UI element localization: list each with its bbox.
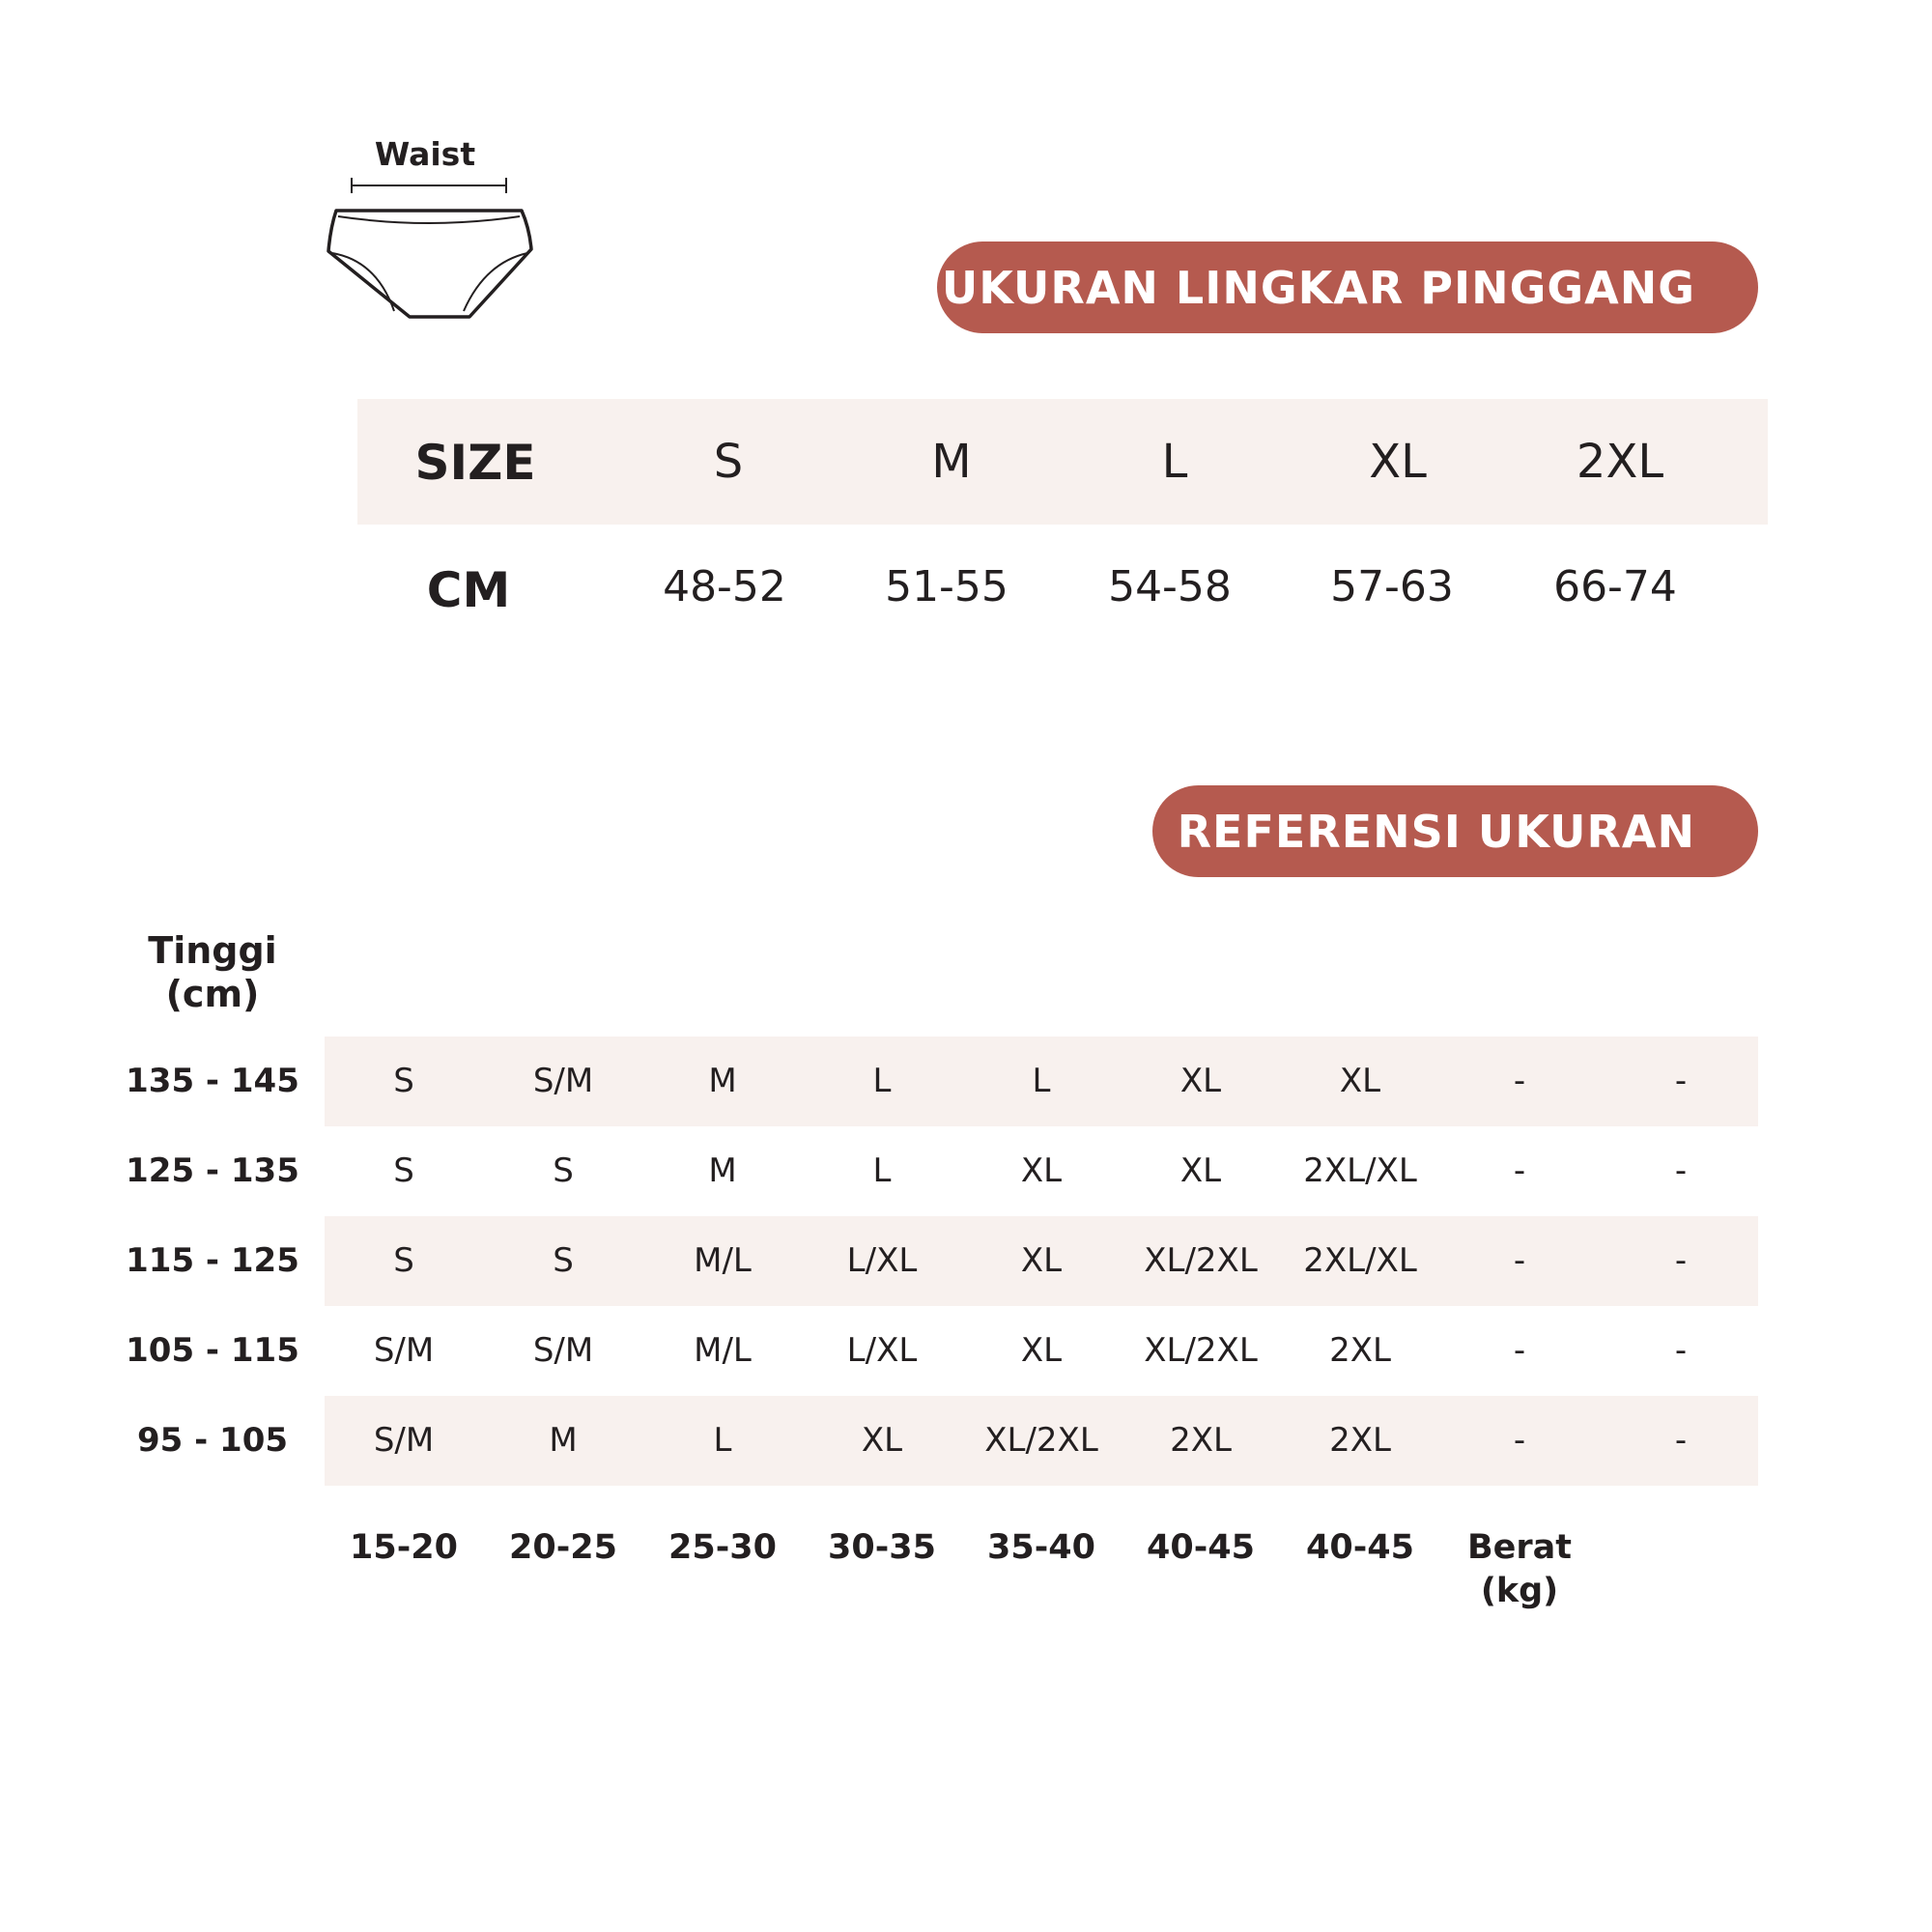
height-range-label: 125 - 135 [126,1151,299,1190]
height-range-label: 95 - 105 [136,1421,289,1460]
cm-row-label: CM [426,562,511,618]
reference-size-cell: 2XL [1329,1421,1391,1460]
reference-size-cell: - [1513,1421,1526,1460]
reference-size-cell: XL [1020,1241,1063,1280]
size-xl: XL [1369,435,1427,489]
weight-range-label: 25-30 [668,1528,777,1567]
height-range-label: 115 - 125 [126,1241,299,1280]
reference-size-cell: - [1513,1331,1526,1370]
cm-value-xl: 57-63 [1330,562,1454,611]
size-reference-title [1152,785,1758,877]
reference-size-cell: M/L [694,1241,752,1280]
reference-size-cell: S [393,1062,414,1100]
reference-size-cell: - [1513,1062,1526,1100]
size-header-band [357,399,1768,525]
reference-size-cell: M [549,1421,578,1460]
reference-size-cell: XL [1179,1151,1222,1190]
weight-range-label: 35-40 [987,1528,1095,1567]
reference-size-cell: S/M [532,1062,594,1100]
reference-size-cell: M/L [694,1331,752,1370]
height-axis-label [116,929,309,1016]
weight-range-label: 15-20 [350,1528,458,1567]
weight-range-label: 30-35 [828,1528,936,1567]
waist-label: Waist [374,135,476,173]
waist-size-title [937,242,1758,333]
reference-size-cell: S/M [532,1331,594,1370]
reference-size-cell: XL/2XL [984,1421,1098,1460]
reference-size-cell: - [1674,1421,1688,1460]
reference-size-cell: XL/2XL [1144,1241,1258,1280]
cm-value-s: 48-52 [663,562,786,611]
size-row-label: SIZE [414,435,536,491]
reference-size-cell: L/XL [846,1241,918,1280]
reference-size-cell: S [553,1241,574,1280]
reference-size-cell: L [713,1421,732,1460]
reference-size-cell: L/XL [846,1331,918,1370]
reference-size-cell: 2XL/XL [1303,1151,1417,1190]
size-reference-title-text: REFERENSI UKURAN [1177,805,1695,858]
size-l: L [1161,435,1188,489]
size-s: S [713,435,744,489]
reference-size-cell: XL/2XL [1144,1331,1258,1370]
reference-size-cell: L [1032,1062,1051,1100]
weight-label-line1: Berat [1466,1528,1573,1567]
cm-value-2xl: 66-74 [1553,562,1677,611]
reference-size-cell: 2XL [1170,1421,1232,1460]
weight-axis-label [1437,1526,1602,1613]
height-range-label: 135 - 145 [126,1062,299,1100]
reference-size-cell: XL [1339,1062,1381,1100]
reference-size-cell: - [1674,1151,1688,1190]
reference-size-cell: 2XL/XL [1303,1241,1417,1280]
reference-size-cell: XL [1020,1331,1063,1370]
reference-size-cell: L [872,1151,892,1190]
reference-size-cell: M [708,1062,737,1100]
height-label-line2: (cm) [165,973,260,1015]
size-2xl: 2XL [1576,435,1664,489]
weight-range-label: 40-45 [1306,1528,1414,1567]
waist-size-title-text: UKURAN LINGKAR PINGGANG [941,261,1695,314]
reference-size-cell: S/M [373,1331,435,1370]
reference-size-cell: XL [861,1421,903,1460]
reference-size-cell: M [708,1151,737,1190]
reference-size-cell: - [1674,1241,1688,1280]
reference-size-cell: S [553,1151,574,1190]
reference-size-cell: XL [1179,1062,1222,1100]
weight-range-label: 40-45 [1147,1528,1255,1567]
reference-size-cell: - [1513,1151,1526,1190]
height-label-line1: Tinggi [148,929,277,972]
reference-size-cell: S/M [373,1421,435,1460]
reference-size-cell: S [393,1151,414,1190]
reference-size-cell: 2XL [1329,1331,1391,1370]
reference-size-cell: - [1513,1241,1526,1280]
reference-size-cell: - [1674,1331,1688,1370]
reference-size-cell: XL [1020,1151,1063,1190]
waist-illustration [319,135,541,338]
reference-size-cell: S [393,1241,414,1280]
cm-value-l: 54-58 [1108,562,1232,611]
cm-value-m: 51-55 [885,562,1009,611]
reference-size-cell: L [872,1062,892,1100]
briefs-icon [319,174,541,338]
weight-label-line2: (kg) [1480,1572,1559,1610]
size-m: M [931,435,972,489]
reference-size-cell: - [1674,1062,1688,1100]
weight-range-label: 20-25 [509,1528,617,1567]
height-range-label: 105 - 115 [126,1331,299,1370]
